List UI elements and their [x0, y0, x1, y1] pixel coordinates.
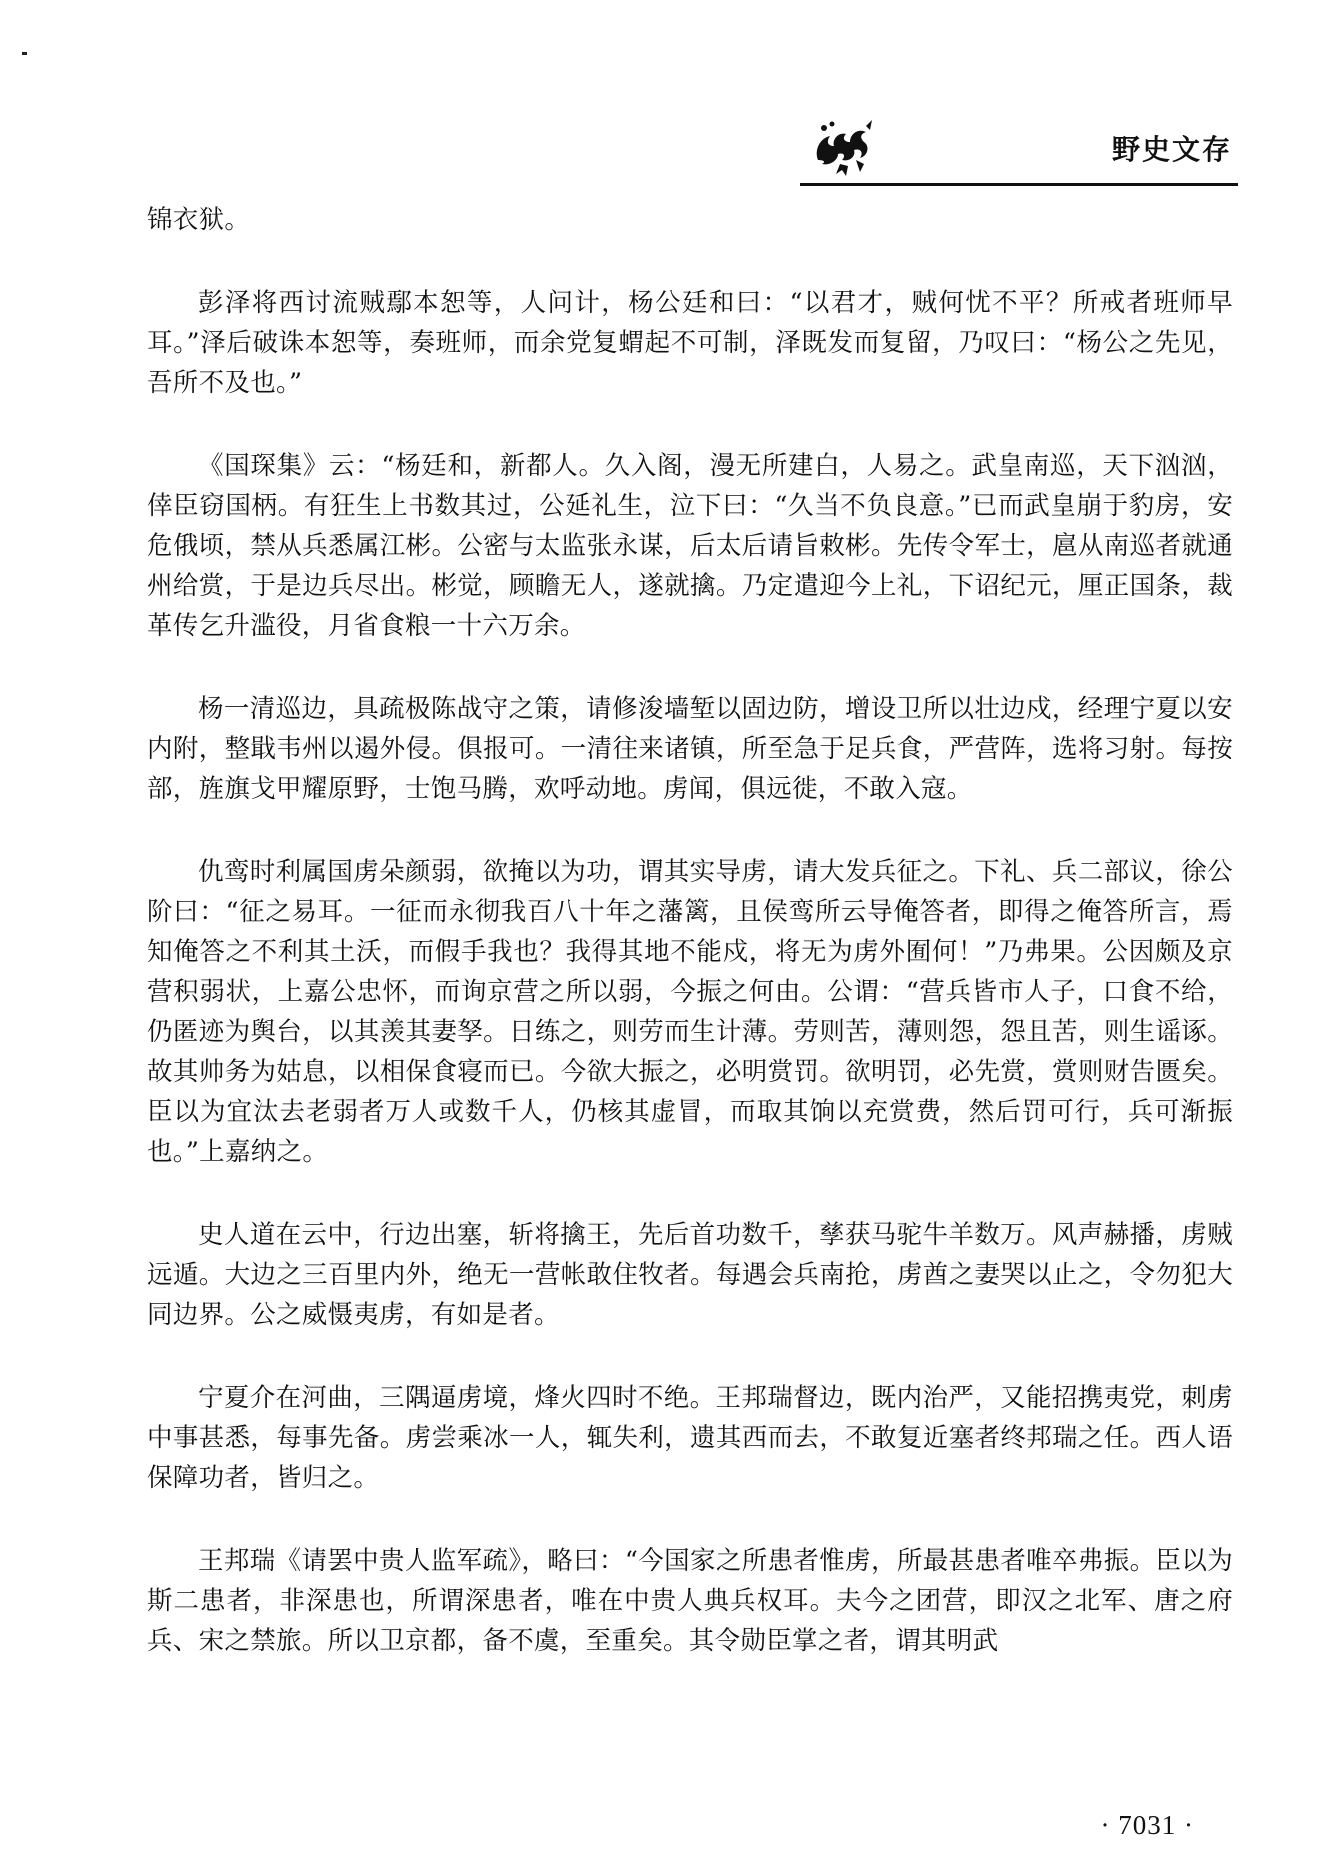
paragraph: 王邦瑞《请罢中贵人监军疏》，略曰：“今国家之所患者惟虏，所最甚患者唯卒弗振。臣以为斯二患者，非深患也，所谓深患者，唯在中贵人典兵权耳。夫今之团营，即汉之北军、唐之府兵、宋之禁旅。所以卫京都，备不虞，至重矣。其令勋臣掌之者，谓其明武	[147, 1546, 1233, 1656]
dragon-icon	[810, 116, 876, 178]
paragraph: 《国琛集》云：“杨廷和，新都人。久入阁，漫无所建白，人易之。武皇南巡，天下汹汹，倖臣窃国柄。有狂生上书数其过，公延礼生，泣下曰：“久当不负良意。”已而武皇崩于豹房，安危俄顷，禁从兵悉属江彬。公密与太监张永谋，后太后请旨敕彬。先传令军士，扈从南巡者就通州给赏，于是边兵尽出。彬觉，顾瞻无人，遂就擒。乃定遣迎今上礼，下诏纪元，厘正国条，裁革传乞升滥役，月省食粮一十六万余。	[147, 451, 1233, 641]
page-number: · 7031 ·	[1100, 1810, 1194, 1840]
paragraph: 宁夏介在河曲，三隅逼虏境，烽火四时不绝。王邦瑞督边，既内治严，又能招携夷党，刺虏中事甚悉，每事先备。虏尝乘冰一人，辄失利，遗其西而去，不敢复近塞者终邦瑞之任。西人语保障功者，皆归之。	[147, 1383, 1233, 1493]
paragraph: 史人道在云中，行边出塞，斩将擒王，先后首功数千，孳获马驼牛羊数万。风声赫播，虏贼远遁。大边之三百里内外，绝无一营帐敢住牧者。每遇会兵南抢，虏酋之妻哭以止之，令勿犯大同边界。公之威慑夷虏，有如是者。	[147, 1220, 1233, 1330]
paragraph: 杨一清巡边，具疏极陈战守之策，请修浚墙堑以固边防，增设卫所以壮边戍，经理宁夏以安内附，整戢韦州以遏外侵。俱报可。一清往来诸镇，所至急于足兵食，严营阵，选将习射。每按部，旌旗戈甲耀原野，士饱马腾，欢呼动地。虏闻，俱远徙，不敢入寇。	[147, 694, 1233, 804]
body-text	[147, 200, 1233, 1704]
paragraph: 仇鸾时利属国虏朵颜弱，欲掩以为功，谓其实导虏，请大发兵征之。下礼、兵二部议，徐公阶曰：“征之易耳。一征而永彻我百八十年之藩篱，且侯鸾所云导俺答者，即得之俺答所言，焉知俺答之不利其土沃，而假手我也？我得其地不能戍，将无为虏外囿何！”乃弗果。公因颇及京营积弱状，上嘉公忠怀，而询京营之所以弱，今振之何由。公谓：“营兵皆市人子，口食不给，仍匿迹为舆台，以其羡其妻孥。日练之，则劳而生计薄。劳则苦，薄则怨，怨且苦，则生谣诼。故其帅务为姑息，以相保食寝而已。今欲大振之，必明赏罚。欲明罚，必先赏，赏则财告匮矣。臣以为宜汰去老弱者万人或数千人，仍核其虚冒，而取其饷以充赏费，然后罚可行，兵可渐振也。”上嘉纳之。	[147, 857, 1233, 1167]
page-header	[800, 110, 1238, 186]
paragraph: 彭泽将西讨流贼鄢本恕等，人问计，杨公廷和曰：“以君才，贼何忧不平？所戒者班师早耳。”泽后破诛本恕等，奏班师，而余党复蝟起不可制，泽既发而复留，乃叹曰：“杨公之先见，吾所不及也。”	[147, 288, 1233, 398]
header-rule	[800, 183, 1238, 186]
scan-speck	[22, 52, 27, 55]
book-title: 野史文存	[1111, 133, 1232, 166]
paragraph: 锦衣狱。	[147, 205, 251, 235]
